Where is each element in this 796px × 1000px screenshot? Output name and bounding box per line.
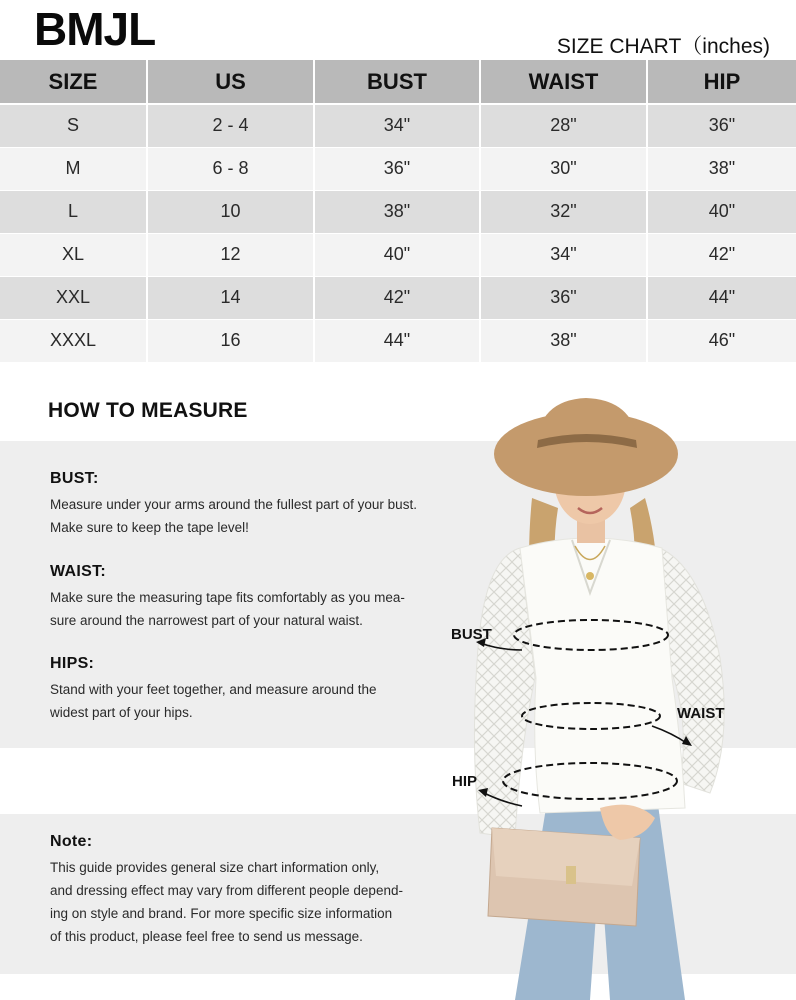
cell-us: 2 - 4: [147, 104, 314, 147]
cell-us: 10: [147, 190, 314, 233]
table-row: [0, 319, 796, 362]
cell-size: XXXL: [0, 319, 147, 362]
clutch-clasp: [566, 866, 576, 884]
table-header-row: [0, 60, 796, 104]
hips-instructions: [50, 655, 450, 724]
note-line: This guide provides general size chart information only,: [50, 860, 380, 875]
cell-size: S: [0, 104, 147, 147]
cell-bust: 34": [314, 104, 480, 147]
cell-bust: 42": [314, 276, 480, 319]
bust-instructions: [50, 470, 450, 539]
note-line: of this product, please feel free to send us message.: [50, 929, 363, 944]
cell-us: 16: [147, 319, 314, 362]
waist-title: WAIST:: [50, 563, 107, 580]
waist-line: Make sure the measuring tape fits comfortably as you mea-: [50, 590, 405, 605]
bust-line: Measure under your arms around the fullest part of your bust.: [50, 497, 417, 512]
table-row: [0, 104, 796, 147]
note-section: [50, 833, 440, 948]
size-chart-title: SIZE CHART（inches): [556, 35, 770, 58]
table-row: [0, 233, 796, 276]
model-illustration: [440, 388, 740, 1000]
note-title: Note:: [50, 833, 93, 850]
top-shape: [520, 538, 685, 813]
waist-line: sure around the narrowest part of your natural waist.: [50, 613, 363, 628]
bust-callout: BUST: [451, 626, 492, 643]
cell-waist: 32": [480, 190, 647, 233]
note-line: and dressing effect may vary from different people depend-: [50, 883, 403, 898]
table-row: [0, 147, 796, 190]
cell-waist: 36": [480, 276, 647, 319]
note-line: ing on style and brand. For more specific size information: [50, 906, 393, 921]
cell-hip: 40": [647, 190, 796, 233]
cell-hip: 46": [647, 319, 796, 362]
cell-hip: 44": [647, 276, 796, 319]
hips-title: HIPS:: [50, 655, 95, 672]
table-row: [0, 276, 796, 319]
cell-us: 12: [147, 233, 314, 276]
bust-title: BUST:: [50, 470, 99, 487]
waist-callout: WAIST: [677, 705, 725, 722]
cell-hip: 38": [647, 147, 796, 190]
header-waist: WAIST: [480, 60, 647, 104]
cell-waist: 30": [480, 147, 647, 190]
header-us: US: [147, 60, 314, 104]
header-size: SIZE: [0, 60, 147, 104]
cell-waist: 34": [480, 233, 647, 276]
hips-line: widest part of your hips.: [50, 705, 193, 720]
cell-waist: 28": [480, 104, 647, 147]
waist-instructions: [50, 563, 450, 632]
hip-callout: HIP: [452, 773, 478, 790]
cell-size: L: [0, 190, 147, 233]
brand-logo: BMJL: [34, 3, 156, 55]
bust-line: Make sure to keep the tape level!: [50, 520, 249, 535]
cell-us: 14: [147, 276, 314, 319]
how-to-measure-heading: HOW TO MEASURE: [48, 399, 248, 422]
cell-hip: 42": [647, 233, 796, 276]
cell-size: XXL: [0, 276, 147, 319]
cell-bust: 36": [314, 147, 480, 190]
cell-size: XL: [0, 233, 147, 276]
cell-bust: 38": [314, 190, 480, 233]
cell-hip: 36": [647, 104, 796, 147]
header-bust: BUST: [314, 60, 480, 104]
table-row: [0, 190, 796, 233]
cell-bust: 40": [314, 233, 480, 276]
cell-bust: 44": [314, 319, 480, 362]
necklace-pendant: [586, 572, 594, 580]
cell-size: M: [0, 147, 147, 190]
cell-waist: 38": [480, 319, 647, 362]
cell-us: 6 - 8: [147, 147, 314, 190]
header-hip: HIP: [647, 60, 796, 104]
hips-line: Stand with your feet together, and measure around the: [50, 682, 377, 697]
size-chart-table: [0, 60, 796, 363]
